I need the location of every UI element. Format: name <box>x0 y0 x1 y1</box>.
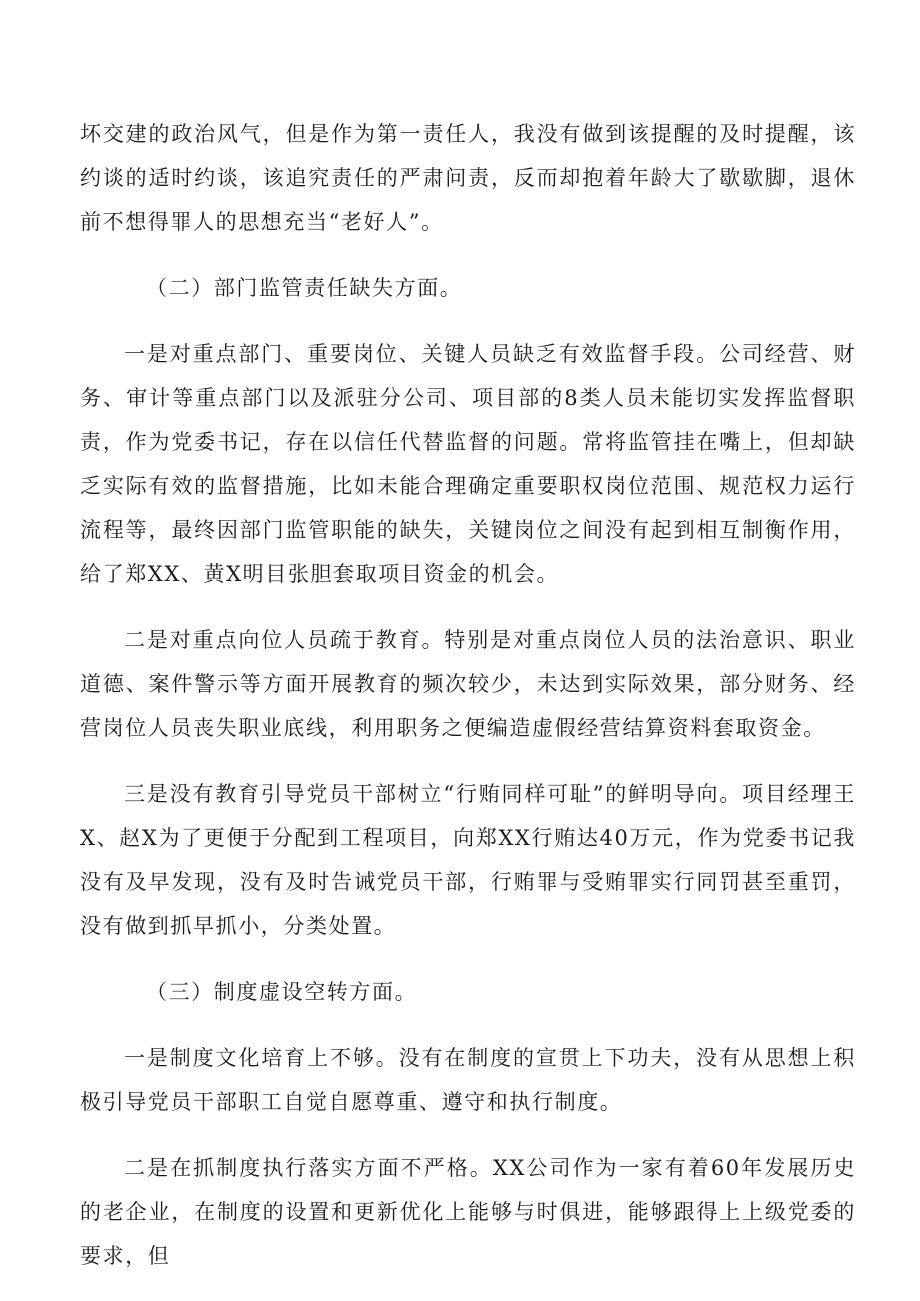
paragraph-item-3: 三是没有教育引导党员干部树立“行贿同样可耻”的鲜明导向。项目经理王X、赵X为了更便于分配到工程项目，向郑XX行贿达40万元，作为党委书记我没有及早发现，没有及时告诫党员干部，行贿罪与受贿罪实行同罚甚至重罚，没有做到抓早抓小，分类处置。 <box>80 782 856 938</box>
paragraph-item-5: 二是在抓制度执行落实方面不严格。XX公司作为一家有着60年发展历史的老企业，在制度的设置和更新优化上能够与时俱进，能够跟得上上级党委的要求，但 <box>80 1156 856 1268</box>
paragraph-item-4: 一是制度文化培育上不够。没有在制度的宣贯上下功夫，没有从思想上积极引导党员干部职工自觉自愿尊重、遵守和执行制度。 <box>80 1046 856 1114</box>
paragraph-continuation: 坏交建的政治风气，但是作为第一责任人，我没有做到该提醒的及时提醒，该约谈的适时约谈，该追究责任的严肃问责，反而却抱着年龄大了歇歇脚，退休前不想得罪人的思想充当“老好人”。 <box>80 122 856 234</box>
paragraph-item-2: 二是对重点向位人员疏于教育。特别是对重点岗位人员的法治意识、职业道德、案件警示等方面开展教育的频次较少，未达到实际效果，部分财务、经营岗位人员丧失职业底线，利用职务之便编造虚假经营结算资料套取资金。 <box>80 628 856 740</box>
section-heading-3: （三）制度虚设空转方面。 <box>146 980 418 1004</box>
section-heading-2: （二）部门监管责任缺失方面。 <box>146 276 463 300</box>
paragraph-item-1: 一是对重点部门、重要岗位、关键人员缺乏有效监督手段。公司经营、财务、审计等重点部门以及派驻分公司、项目部的8类人员未能切实发挥监督职责，作为党委书记，存在以信任代替监督的问题。常将监管挂在嘴上，但却缺乏实际有效的监督措施，比如未能合理确定重要职权岗位范围、规范权力运行流程等，最终因部门监管职能的缺失，关键岗位之间没有起到相互制衡作用，给了郑XX、黄X明目张胆套取项目资金的机会。 <box>80 342 856 586</box>
